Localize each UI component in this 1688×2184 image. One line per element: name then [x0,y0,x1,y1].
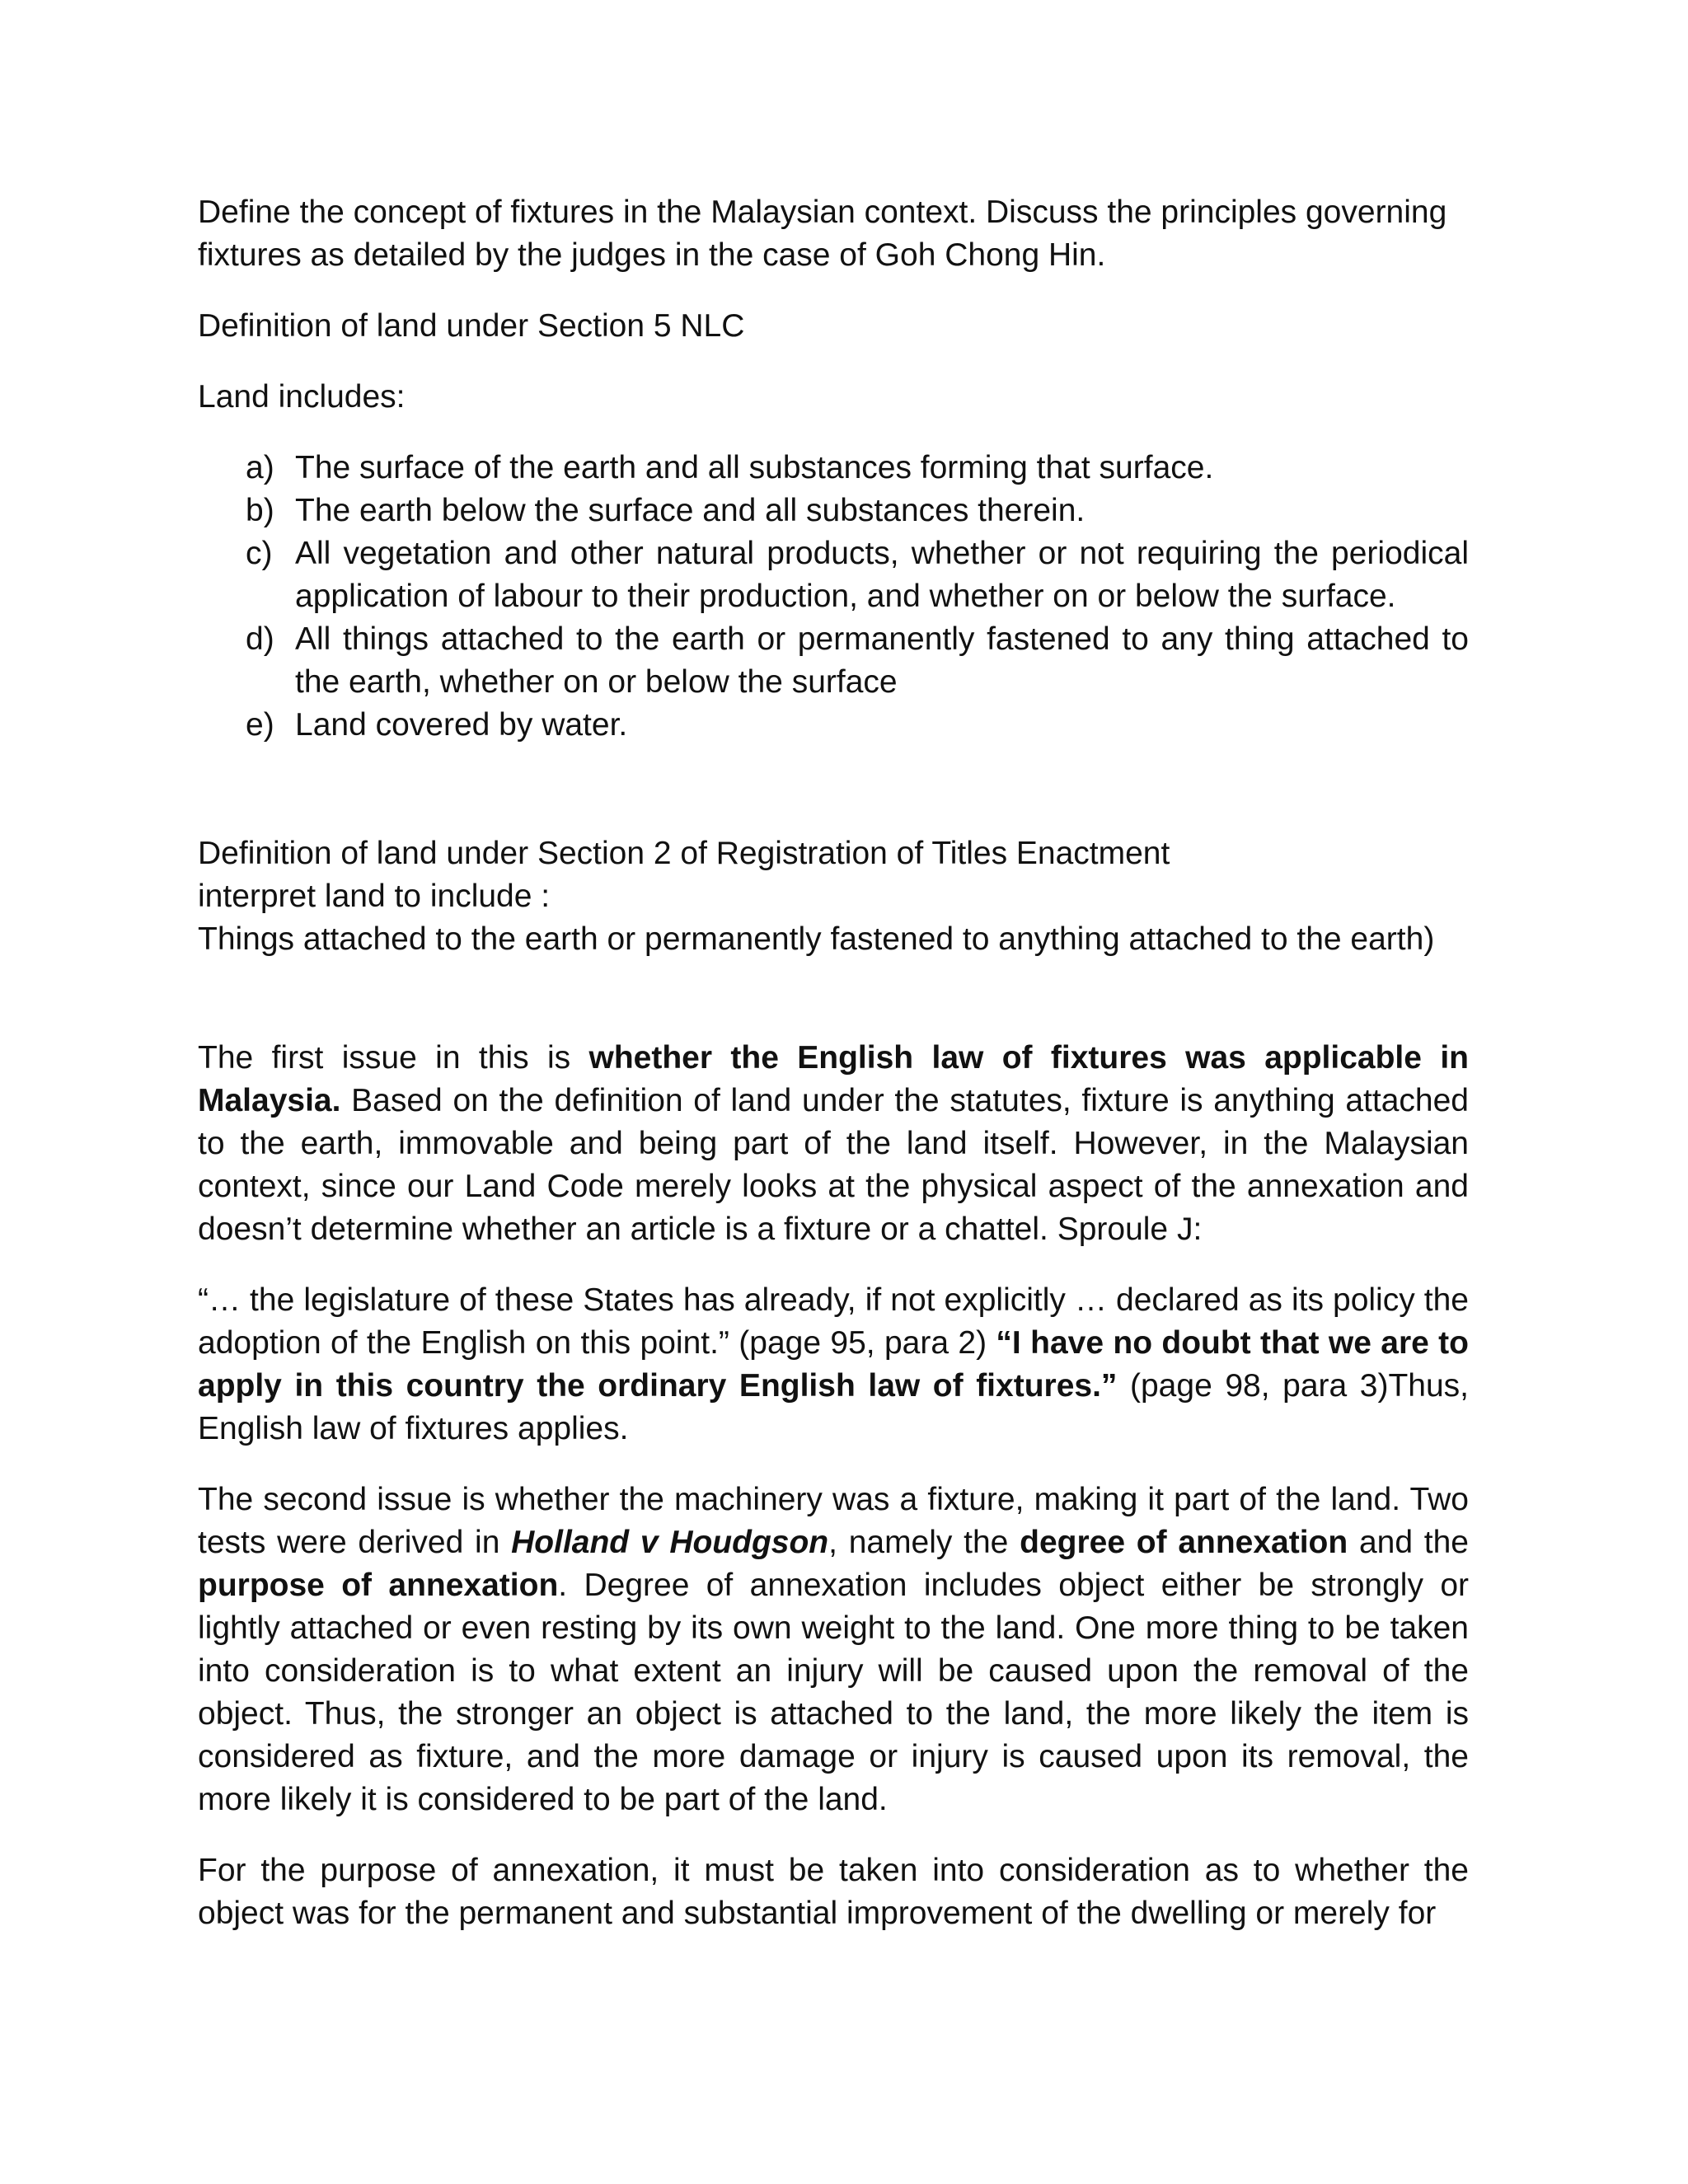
section2-line-2: interpret land to include : [198,879,551,914]
second-issue-paragraph [198,1479,1469,1821]
text-run: and the [1348,1525,1469,1560]
text-run: “… the legislature of these States has already, if not explicitly … declared as its policy the adoption of the English on this point.” (page 95, para 2) [198,1282,1469,1361]
bold-run: degree of annexation [1020,1525,1348,1560]
list-item-text: Land covered by water. [295,707,628,743]
list-item [198,490,1469,532]
text-run: (page 98, para 3)Thus, English law of fixtures applies. [198,1368,1470,1446]
purpose-paragraph [198,1849,1469,1935]
bold-run: purpose of annexation [198,1568,559,1603]
list-item [198,704,1469,747]
bold-run: whether the English law of fixtures was applicable in Malaysia. [198,1040,1469,1118]
text-run: The first issue in this is [198,1040,589,1076]
list-marker: a) [246,450,274,485]
section5-intro: Land includes: [198,379,406,415]
section5-list [198,447,1469,747]
bold-run: “I have no doubt that we are to apply in this country the ordinary English law of fixtures.” [198,1325,1469,1404]
list-item-text: The earth below the surface and all substances therein. [295,493,1085,528]
list-marker: b) [246,493,274,528]
text-run: Based on the definition of land under the statutes, fixture is anything attached to the earth, immovable and being part of the land itself. However, in the Malaysian context, since our Land Code merely looks at the physical aspect of the annexation and doesn’t determine whether an article is a fixture or a chattel. Sproule J: [198,1083,1469,1247]
question-line-1: Define the concept of fixtures in the Malaysian context. Discuss the principles governing [198,194,1447,230]
question-line-2: fixtures as detailed by the judges in the case of Goh Chong Hin. [198,237,1106,273]
quote-paragraph [198,1279,1469,1451]
list-marker: d) [246,621,274,657]
list-item [198,532,1469,618]
list-marker: c) [246,536,273,571]
section5-heading: Definition of land under Section 5 NLC [198,308,745,344]
text-run: For the purpose of annexation, it must be taken into consideration as to whether the object was for the permanent and substantial improvement of the dwelling or merely for [198,1853,1469,1931]
document-page [198,191,1469,1935]
section2-heading: Definition of land under Section 2 of Registration of Titles Enactment [198,836,1170,871]
text-run: , namely the [828,1525,1020,1560]
list-item-text: All things attached to the earth or permanently fastened to any thing attached to the earth, whether on or below the surface [295,621,1469,700]
text-run: . Degree of annexation includes object either be strongly or lightly attached or even resting by its own weight to the land. One more thing to be taken into consideration is to what extent an injury will be caused upon the removal of the object. Thus, the stronger an object is attached to the land, the more likely the item is considered as fixture, and the more damage or injury is caused upon its removal, the more likely it is considered to be part of the land. [198,1568,1469,1817]
list-marker: e) [246,707,274,743]
first-issue-paragraph [198,1037,1469,1251]
list-item [198,447,1469,490]
list-item [198,618,1469,704]
text-run: The second issue is whether the machinery was a fixture, making it part of the land. Two tests were derived in [198,1482,1469,1560]
section2-line-3: Things attached to the earth or permanently fastened to anything attached to the earth) [198,921,1435,957]
case-name: Holland v Houdgson [511,1525,829,1560]
list-item-text: The surface of the earth and all substances forming that surface. [295,450,1214,485]
list-item-text: All vegetation and other natural products, whether or not requiring the periodical application of labour to their production, and whether on or below the surface. [295,536,1469,614]
